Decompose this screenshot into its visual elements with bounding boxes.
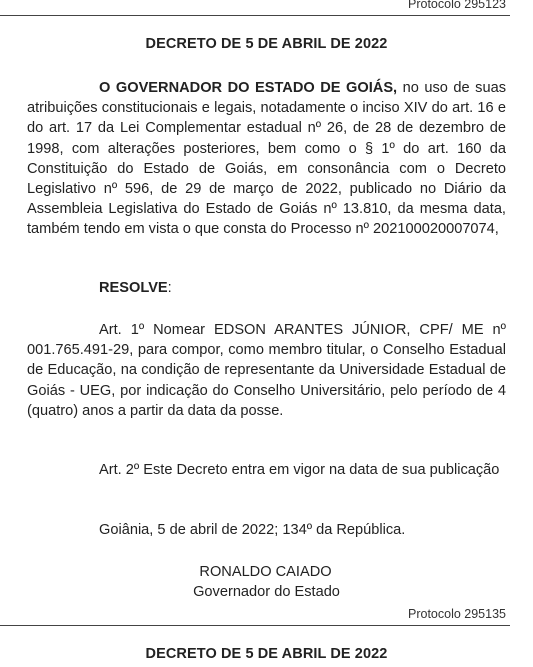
place-date-line: Goiânia, 5 de abril de 2022; 134º da República. — [99, 522, 406, 538]
article-1-text: Art. 1º Nomear EDSON ARANTES JÚNIOR, CPF/ ME nº 001.765.491-29, para compor, como membro titular, o Conselho Estadual de Educação, na condição de representante da Universidade Estadual de Goiás - UEG, por indicação do Conselho Universitário, pelo período de 4 (quatro) anos a partir da data da posse. — [27, 322, 506, 419]
signatory-name: RONALDO CAIADO — [199, 564, 332, 580]
protocol-number-top: Protocolo 295123 — [408, 0, 506, 11]
signatory-role: Governador do Estado — [193, 584, 340, 600]
article-1-paragraph — [27, 320, 506, 421]
protocol-number-next: Protocolo 295135 — [408, 607, 506, 621]
preamble-text: no uso de suas atribuições constitucionais e legais, notadamente o inciso XIV do art. 16 e do art. 17 da Lei Complementar estadual nº 26, de 28 de dezembro de 1998, com alterações posteriores, bem como o § 1º do art. 160 da Constituição do Estado de Goiás, em consonância com o Decreto Legislativo nº 596, de 29 de março de 2022, publicado no Diário da Assembleia Legislativa do Estado de Goiás nº 13.810, da mesma data, também tendo em vista o que consta do Processo nº 202100020007074, — [27, 80, 506, 238]
article-2-paragraph — [27, 460, 506, 480]
decree-title-next: DECRETO DE 5 DE ABRIL DE 2022 — [145, 646, 388, 662]
resolve-colon: : — [167, 280, 172, 296]
separator-rule-top — [0, 15, 510, 16]
article-2-text: Art. 2º Este Decreto entra em vigor na data de sua publicação — [99, 462, 500, 478]
decree-title: DECRETO DE 5 DE ABRIL DE 2022 — [145, 36, 388, 52]
separator-rule-next — [0, 625, 510, 626]
preamble-lead: O GOVERNADOR DO ESTADO DE GOIÁS, — [99, 80, 398, 96]
resolve-word: RESOLVE — [99, 280, 168, 296]
resolve-heading — [99, 280, 172, 296]
preamble-paragraph — [27, 78, 506, 240]
